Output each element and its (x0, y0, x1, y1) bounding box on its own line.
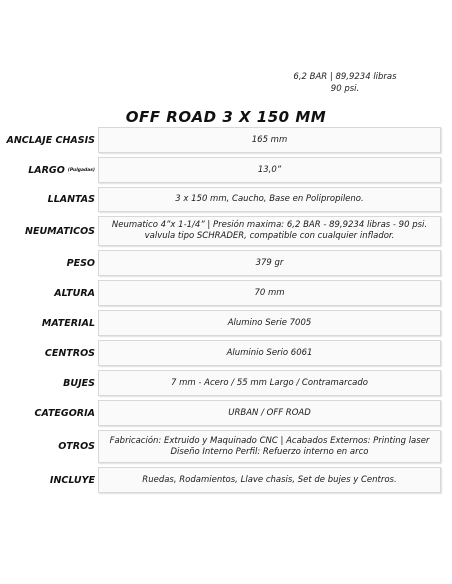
spec-value (98, 216, 441, 246)
spec-value (98, 157, 441, 183)
spec-label (0, 465, 95, 495)
spec-row (0, 278, 452, 308)
spec-value (98, 370, 441, 396)
spec-label-text: MATERIAL (41, 317, 95, 329)
spec-row (0, 125, 452, 155)
spec-label-text: CENTROS (44, 347, 95, 359)
spec-label (0, 185, 95, 214)
spec-value (98, 467, 441, 493)
spec-value-line: valvula tipo SCHRADER, compatible con cualquier inflador. (144, 231, 395, 241)
spec-row (0, 214, 452, 248)
spec-value-line: 3 x 150 mm, Caucho, Base en Polipropileno. (175, 194, 364, 204)
spec-value-line: 70 mm (254, 287, 285, 298)
spec-value (98, 280, 441, 306)
spec-value-line: Fabricación: Extruido y Maquinado CNC | Acabados Externos: Printing laser (109, 435, 430, 446)
spec-label (0, 214, 95, 248)
spec-row (0, 248, 452, 278)
spec-label (0, 308, 95, 338)
spec-label-text: OTROS (58, 441, 95, 452)
spec-label (0, 368, 95, 398)
spec-row (0, 428, 452, 465)
spec-value-line: Diseño Interno Perfil: Refuerzo interno en arco (170, 446, 369, 457)
product-title: OFF ROAD 3 X 150 MM (125, 108, 327, 126)
spec-label-text: CATEGORIA (34, 407, 95, 419)
spec-label (0, 125, 95, 155)
spec-value-line: 165 mm (251, 134, 288, 145)
spec-value-line: Neumatico 4”x 1-1/4” | Presión maxima: 6,2 BAR - 89,9234 libras - 90 psi. (111, 220, 428, 230)
spec-value-line: 7 mm - Acero / 55 mm Largo / Contramarcado (171, 377, 368, 388)
spec-value (98, 250, 441, 276)
spec-label (0, 248, 95, 278)
spec-row (0, 155, 452, 185)
spec-value-line: URBAN / OFF ROAD (228, 407, 311, 418)
spec-label-text: LARGO (28, 164, 65, 176)
spec-row (0, 308, 452, 338)
spec-label-text: LLANTAS (47, 194, 95, 205)
spec-row (0, 398, 452, 428)
spec-value-line: Aluminio Serio 6061 (226, 347, 313, 358)
spec-row (0, 465, 452, 495)
spec-label-text: NEUMATICOS (25, 225, 95, 237)
top-note-line-1: 6,2 BAR | 89,9234 libras (293, 72, 397, 82)
spec-value (98, 310, 441, 336)
spec-value (98, 127, 441, 153)
spec-label-text: BUJES (63, 377, 95, 389)
top-note (270, 71, 420, 95)
spec-value (98, 187, 441, 212)
spec-sublabel: (Pulgadas) (67, 167, 95, 173)
spec-value-line: 13,0” (257, 164, 282, 175)
top-note-line-2: 90 psi. (330, 84, 360, 94)
spec-label-text: INCLUYE (49, 474, 95, 486)
spec-value-line: 379 gr (255, 257, 284, 268)
spec-row (0, 368, 452, 398)
spec-label (0, 428, 95, 465)
spec-label (0, 338, 95, 368)
spec-label-text: ALTURA (54, 287, 95, 299)
spec-row (0, 185, 452, 214)
spec-value-line: Ruedas, Rodamientos, Llave chasis, Set de bujes y Centros. (142, 474, 397, 485)
spec-value-line: Alumino Serie 7005 (227, 317, 312, 328)
spec-row (0, 338, 452, 368)
spec-value (98, 430, 441, 463)
spec-value (98, 340, 441, 366)
spec-table (0, 125, 452, 495)
spec-label (0, 398, 95, 428)
spec-label-text: PESO (66, 257, 95, 269)
spec-label-text: ANCLAJE CHASIS (6, 134, 95, 146)
spec-value (98, 400, 441, 426)
spec-label (0, 278, 95, 308)
spec-label (0, 155, 95, 185)
